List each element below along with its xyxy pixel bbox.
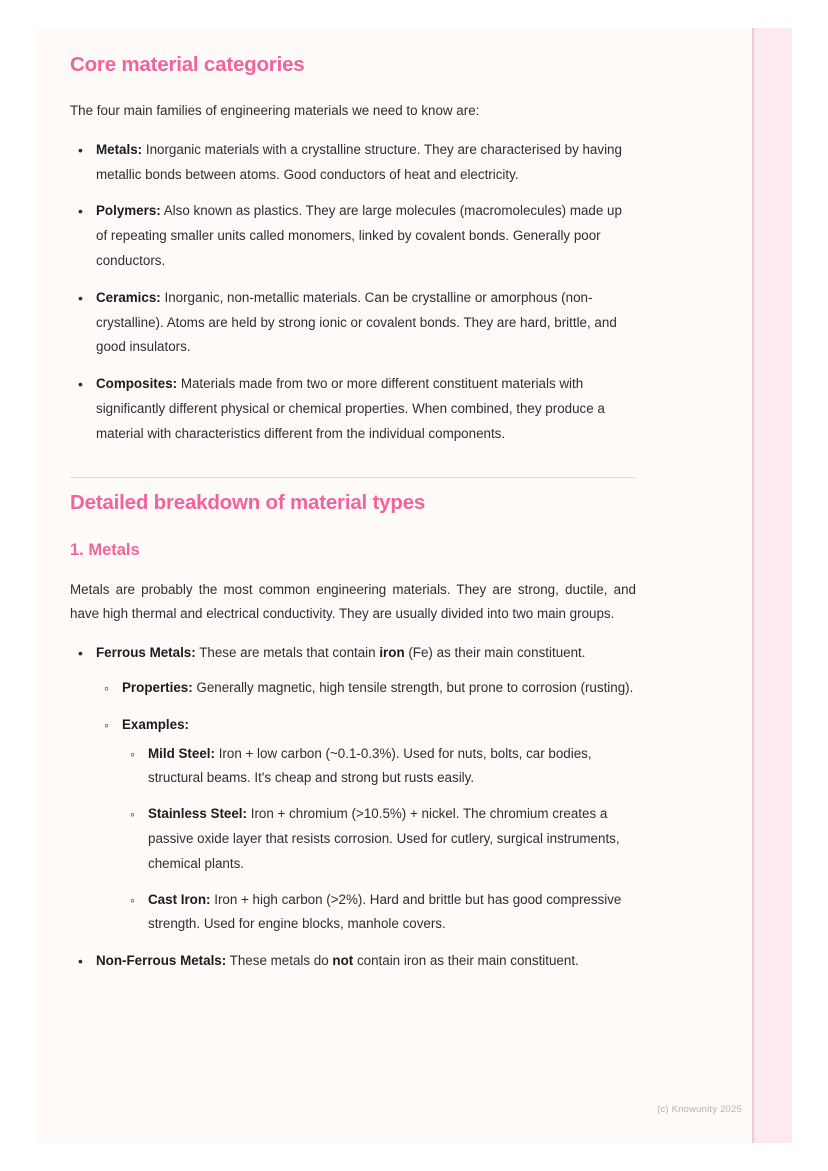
list-item-lead: Polymers:: [96, 203, 161, 219]
list-item: [70, 199, 636, 273]
metals-intro-paragraph: Metals are probably the most common engineering materials. They are strong, ductile, and have high thermal and electrical conductivity. They are usually divided into two main groups.: [70, 581, 636, 622]
list-item-ferrous-metals: [70, 641, 636, 937]
example-text: Iron + chromium (>10.5%) + nickel. The chromium creates a passive oxide layer that resists corrosion. Used for cutlery, surgical instruments, chemical plants.: [148, 806, 620, 871]
list-item-lead: Ceramics:: [96, 289, 161, 305]
list-item: [70, 138, 636, 188]
example-lead: Cast Iron:: [148, 891, 211, 907]
section1-intro-paragraph: The four main families of engineering materials we need to know are:: [70, 103, 480, 118]
example-lead: Mild Steel:: [148, 745, 215, 761]
section-title-core-material-categories: Core material categories: [70, 53, 305, 76]
list-item: [122, 888, 636, 938]
example-text: Iron + low carbon (~0.1-0.3%). Used for nuts, bolts, car bodies, structural beams. It's cheap and strong but rusts easily.: [148, 745, 592, 786]
list-item-examples: [96, 713, 636, 937]
decorative-side-strip: [752, 28, 792, 1143]
document-sheet: [36, 28, 792, 1143]
ferrous-examples-list: [122, 742, 636, 938]
list-item-lead: Metals:: [96, 141, 143, 157]
document-content: [70, 28, 636, 986]
list-item: [122, 742, 636, 792]
subsection-title-metals: 1. Metals: [70, 540, 140, 559]
section-title-detailed-breakdown: Detailed breakdown of material types: [70, 490, 426, 514]
ferrous-lead: Ferrous Metals:: [96, 645, 196, 661]
nonferrous-text-after: contain iron as their main constituent.: [353, 953, 579, 969]
list-item-properties: [96, 676, 636, 701]
list-item: [122, 802, 636, 876]
nonferrous-bold-word: not: [332, 953, 354, 969]
properties-text: Generally magnetic, high tensile strength, but prone to corrosion (rusting).: [192, 679, 634, 695]
list-item-non-ferrous-metals: [70, 949, 636, 974]
example-lead: Stainless Steel:: [148, 806, 247, 822]
list-item: [70, 286, 636, 360]
list-item-text: Materials made from two or more different constituent materials with significantly different physical or chemical properties. When combined, they produce a material with characteristics different from the individual components.: [96, 376, 605, 441]
list-item: [70, 372, 636, 446]
watermark-text: (c) Knowunity 2025: [657, 1104, 742, 1115]
core-categories-list: [70, 138, 636, 447]
ferrous-text-before: These are metals that contain: [195, 645, 380, 661]
list-item-text: Also known as plastics. They are large molecules (macromolecules) made up of repeating smaller units called monomers, linked by covalent bonds. Generally poor conductors.: [96, 203, 622, 268]
examples-label: Examples:: [122, 716, 189, 732]
list-item-lead: Composites:: [96, 376, 178, 392]
list-item-text: Inorganic materials with a crystalline structure. They are characterised by having metallic bonds between atoms. Good conductors of heat and electricity.: [96, 141, 622, 182]
properties-lead: Properties:: [122, 679, 193, 695]
example-text: Iron + high carbon (>2%). Hard and brittle but has good compressive strength. Used for engine blocks, manhole covers.: [148, 891, 622, 932]
ferrous-details-list: [96, 676, 636, 937]
ferrous-bold-word: iron: [379, 645, 405, 661]
nonferrous-text-before: These metals do: [226, 953, 333, 969]
nonferrous-lead: Non-Ferrous Metals:: [96, 953, 227, 969]
ferrous-text-after: (Fe) as their main constituent.: [404, 645, 586, 661]
section-divider: [70, 477, 636, 478]
metals-groups-list: [70, 641, 636, 974]
list-item-text: Inorganic, non-metallic materials. Can be crystalline or amorphous (non-crystalline). Atoms are held by strong ionic or covalent bonds. They are hard, brittle, and good insulators.: [96, 289, 617, 355]
